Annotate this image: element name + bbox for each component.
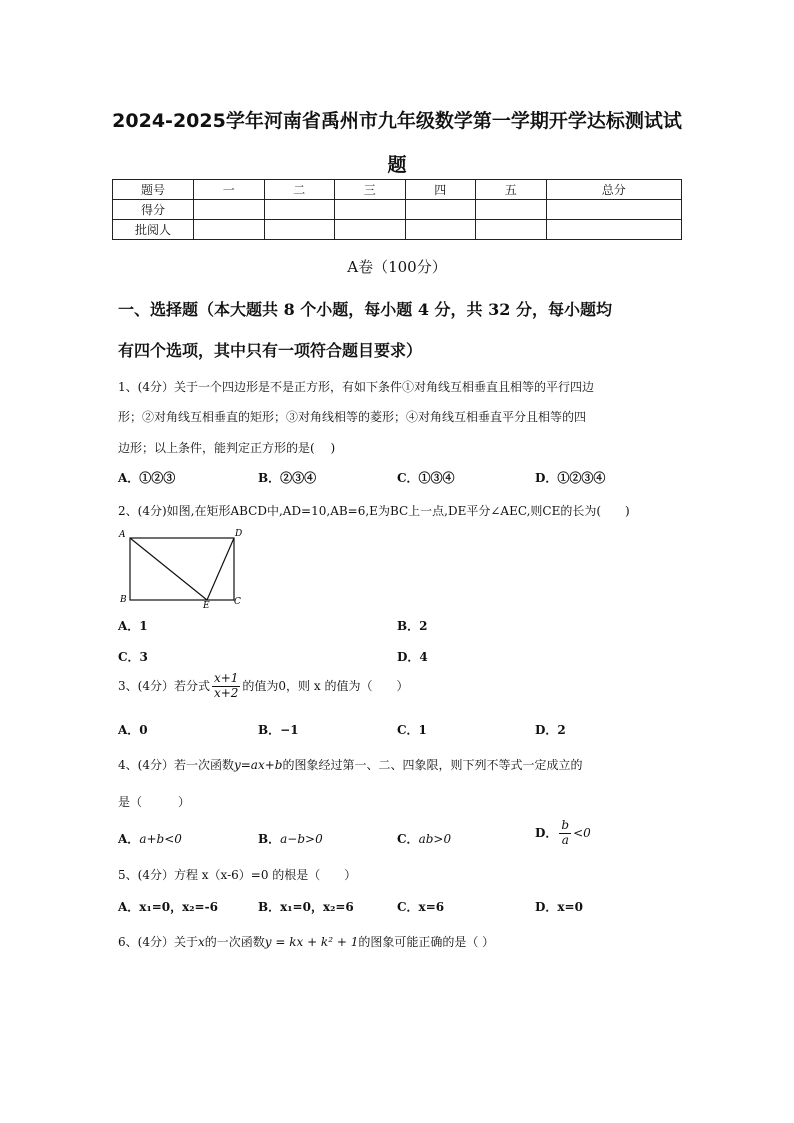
question-5-text: 5、(4分）方程 x（x-6）=0 的根是（ ） xyxy=(118,868,357,882)
table-header-cell: 题号 xyxy=(113,180,194,200)
question-4-line: 是（ ） xyxy=(118,795,191,809)
section-heading: 一、选择题（本大题共 8 个小题，每小题 4 分，共 32 分，每小题均 xyxy=(118,300,612,319)
fraction-numerator: x+1 xyxy=(213,671,239,685)
rectangle-figure xyxy=(116,526,246,612)
option-label: A． xyxy=(118,832,140,846)
option-label: B． xyxy=(258,832,281,846)
table-header-cell: 四 xyxy=(405,180,476,200)
table-cell xyxy=(405,200,476,220)
variable: x xyxy=(197,935,205,949)
table-header-cell: 一 xyxy=(194,180,265,200)
question-3-prefix: 3、(4分）若分式 xyxy=(118,678,210,693)
option-b[interactable]: B．−1 xyxy=(258,723,299,737)
table-header-cell: 五 xyxy=(476,180,547,200)
question-4-suffix: 的图象经过第一、二、四象限，则下列不等式一定成立的 xyxy=(282,758,583,772)
fraction-numerator: b xyxy=(561,818,570,832)
option-c[interactable]: C．x=6 xyxy=(397,900,445,914)
option-label: D． xyxy=(535,825,558,840)
table-cell xyxy=(335,200,406,220)
table-header-cell: 二 xyxy=(264,180,335,200)
table-cell xyxy=(476,220,547,240)
label-b: B xyxy=(120,595,127,605)
question-6-suffix: 的图象可能正确的是（ ） xyxy=(358,935,495,949)
question-2-text: 2、(4分)如图,在矩形ABCD中,AD=10,AB=6,E为BC上一点,DE平分∠AEC,则CE的长为( ) xyxy=(118,504,630,518)
option-c[interactable]: C．①③④ xyxy=(397,471,455,485)
fraction-denominator: a xyxy=(561,832,569,847)
row-label-reviewer: 批阅人 xyxy=(113,220,194,240)
section-heading-continued: 有四个选项，其中只有一项符合题目要求） xyxy=(118,341,423,360)
question-1-line: 1、(4分）关于一个四边形是不是正方形，有如下条件①对角线互相垂直且相等的平行四边 xyxy=(118,380,594,394)
table-cell xyxy=(194,220,265,240)
option-formula: a+b<0 xyxy=(139,832,182,846)
label-a: A xyxy=(119,530,126,540)
page-title: 2024-2025学年河南省禹州市九年级数学第一学期开学达标测试试 xyxy=(112,110,682,132)
question-6-middle: 的一次函数 xyxy=(204,935,265,949)
option-formula: ab>0 xyxy=(418,832,452,846)
option-c[interactable] xyxy=(397,830,451,847)
question-6-prefix: 6、(4分）关于 xyxy=(118,935,198,949)
function-formula: y = kx + k² + 1 xyxy=(264,935,359,949)
fraction xyxy=(212,672,240,701)
fraction-denominator: x+2 xyxy=(213,685,239,700)
option-c[interactable]: C．1 xyxy=(397,723,427,737)
option-a[interactable]: A．①②③ xyxy=(118,471,176,485)
table-cell xyxy=(194,200,265,220)
table-cell xyxy=(264,200,335,220)
option-a[interactable]: A．1 xyxy=(118,619,148,633)
option-b[interactable]: B．2 xyxy=(397,619,428,633)
label-c: C xyxy=(234,597,241,607)
option-a[interactable]: A．x₁=0，x₂=-6 xyxy=(118,900,218,914)
label-d: D xyxy=(235,529,243,539)
label-e: E xyxy=(203,601,210,611)
row-label-score: 得分 xyxy=(113,200,194,220)
table-header-cell: 三 xyxy=(335,180,406,200)
question-4-prefix: 4、(4分）若一次函数 xyxy=(118,758,234,772)
question-1-line: 形；②对角线互相垂直的矩形；③对角线相等的菱形；④对角线互相垂直平分且相等的四 xyxy=(118,410,587,424)
table-row xyxy=(113,220,682,240)
question-6-text xyxy=(118,933,494,950)
option-b[interactable]: B．②③④ xyxy=(258,471,317,485)
question-1-line: 边形；以上条件，能判定正方形的是( ) xyxy=(118,441,336,455)
table-cell xyxy=(405,220,476,240)
function-formula: y=ax+b xyxy=(233,758,283,772)
option-d[interactable]: D．4 xyxy=(397,650,428,664)
table-cell xyxy=(476,200,547,220)
page-title-continued: 题 xyxy=(387,154,407,176)
segment-de xyxy=(207,538,234,600)
question-4-line xyxy=(118,756,582,773)
option-a[interactable]: A．0 xyxy=(118,723,148,737)
table-header-cell: 总分 xyxy=(546,180,682,200)
paper-label: A卷（100分） xyxy=(347,258,447,276)
option-c[interactable]: C．3 xyxy=(118,650,148,664)
option-d[interactable]: D．2 xyxy=(535,723,566,737)
table-cell xyxy=(264,220,335,240)
table-row xyxy=(113,200,682,220)
table-cell xyxy=(335,220,406,240)
segment-ae xyxy=(130,538,207,600)
option-formula: <0 xyxy=(573,825,591,840)
question-3-text xyxy=(118,672,408,701)
option-b[interactable] xyxy=(258,830,323,847)
rectangle-abcd xyxy=(130,538,234,600)
option-label: C． xyxy=(397,832,419,846)
score-table xyxy=(112,179,682,240)
option-d[interactable]: D．x=0 xyxy=(535,900,583,914)
fraction xyxy=(559,819,571,848)
option-d[interactable]: D．①②③④ xyxy=(535,471,606,485)
table-cell xyxy=(546,200,682,220)
table-row xyxy=(113,180,682,200)
question-3-suffix: 的值为0，则 x 的值为（ ） xyxy=(242,678,409,693)
table-cell xyxy=(546,220,682,240)
option-d[interactable] xyxy=(535,819,591,848)
option-formula: a−b>0 xyxy=(280,832,323,846)
option-a[interactable] xyxy=(118,830,182,847)
option-b[interactable]: B．x₁=0，x₂=6 xyxy=(258,900,354,914)
